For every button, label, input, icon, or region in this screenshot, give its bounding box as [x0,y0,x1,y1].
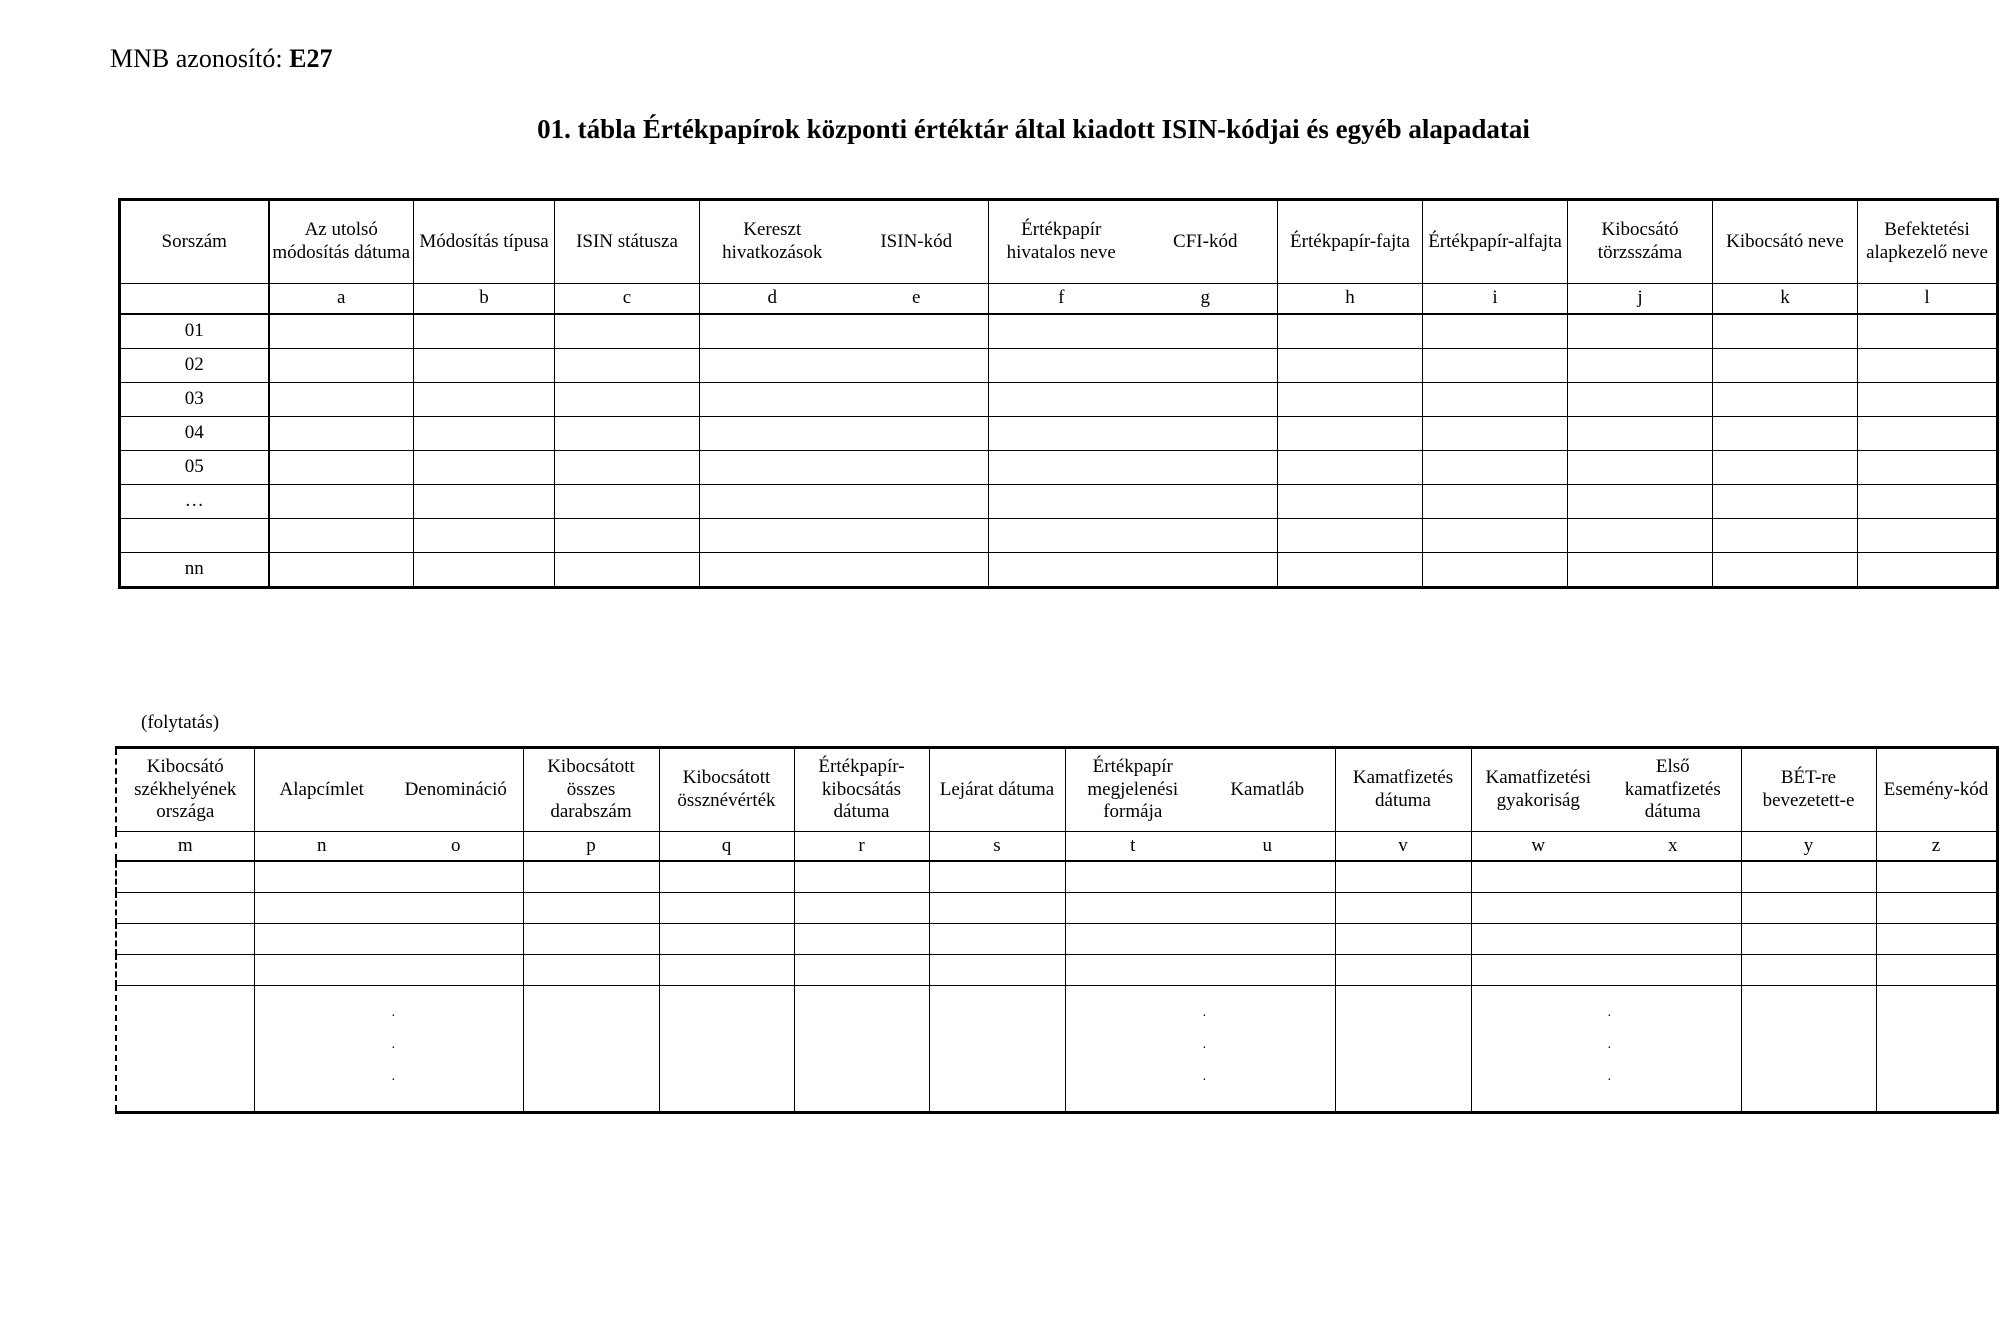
data-cell [1605,924,1741,955]
data-cell [1065,893,1200,924]
data-cell [929,861,1065,893]
header-cell: Alapcímlet [254,748,389,832]
data-cell [254,893,389,924]
data-cell [116,955,254,986]
header-cell: Módosítás típusa [414,200,555,284]
letter-cell: f [989,284,1134,315]
table-row [116,986,1997,1113]
data-cell [389,955,523,986]
data-cell [1335,924,1471,955]
data-cell [1134,553,1278,588]
letter-cell: k [1713,284,1858,315]
data-cell [794,861,929,893]
header-cell: Értékpapír-fajta [1278,200,1423,284]
data-cell [700,553,845,588]
data-cell [1423,519,1568,553]
header-cell: Kamatláb [1200,748,1335,832]
mnb-label: MNB azonosító: [110,44,290,73]
data-cell [989,349,1134,383]
row-number: 02 [120,349,269,383]
table-row [120,417,1998,451]
data-cell [794,893,929,924]
letter-cell: a [269,284,414,315]
header-cell: Esemény-kód [1876,748,1997,832]
ellipsis-marks: · · · [1607,1008,1612,1088]
header-cell: Értékpapír megjelenési formája [1065,748,1200,832]
letter-cell: u [1200,832,1335,862]
header-cell: Kamatfizetési gyakoriság [1471,748,1605,832]
continuation-table [115,746,1999,1114]
header-cell: CFI-kód [1134,200,1278,284]
data-cell [414,314,555,349]
letter-cell: p [523,832,659,862]
data-cell [1134,349,1278,383]
header-cell: Kamatfizetés dátuma [1335,748,1471,832]
table-row [120,519,1998,553]
data-cell [414,553,555,588]
data-cell [389,861,523,893]
data-cell [794,955,929,986]
header-cell: Értékpapír hivatalos neve [989,200,1134,284]
data-cell [700,485,845,519]
data-cell [523,986,659,1113]
table-row [116,861,1997,893]
data-cell [1335,986,1471,1113]
data-cell [845,417,989,451]
data-cell [1134,519,1278,553]
data-cell [555,519,700,553]
header-cell: Befektetési alapkezelő neve [1858,200,1998,284]
data-cell [414,485,555,519]
data-cell [1713,314,1858,349]
data-cell [523,924,659,955]
table-row [120,383,1998,417]
letter-cell: t [1065,832,1200,862]
row-number: nn [120,553,269,588]
table-row [116,893,1997,924]
header-cell: Lejárat dátuma [929,748,1065,832]
letter-cell: o [389,832,523,862]
data-cell [700,519,845,553]
data-cell [989,519,1134,553]
data-cell [1278,383,1423,417]
data-cell [1605,986,1741,1113]
data-cell [555,451,700,485]
table-row [120,349,1998,383]
data-cell [1423,383,1568,417]
data-cell [1605,861,1741,893]
data-cell [1134,451,1278,485]
letter-cell: q [659,832,794,862]
data-cell [523,893,659,924]
data-cell [1471,893,1605,924]
data-cell [389,924,523,955]
data-cell [794,924,929,955]
data-cell [1741,861,1876,893]
letter-cell: m [116,832,254,862]
data-cell [1876,893,1997,924]
data-cell [1134,314,1278,349]
data-cell [1858,349,1998,383]
data-cell [700,349,845,383]
data-cell [1423,349,1568,383]
data-cell [1858,519,1998,553]
data-cell [929,955,1065,986]
data-cell [989,383,1134,417]
data-cell [659,986,794,1113]
letter-cell [120,284,269,315]
letter-cell: e [845,284,989,315]
data-cell [269,314,414,349]
data-cell [1471,861,1605,893]
row-number [120,519,269,553]
data-cell [845,314,989,349]
data-cell [1741,955,1876,986]
data-cell [1423,417,1568,451]
data-cell [414,349,555,383]
letter-cell: n [254,832,389,862]
data-cell [116,924,254,955]
table-row [120,451,1998,485]
data-cell [845,383,989,417]
header-cell: Kibocsátott összes darabszám [523,748,659,832]
data-cell [555,383,700,417]
data-cell [929,986,1065,1113]
letter-cell: y [1741,832,1876,862]
data-cell [523,955,659,986]
data-cell [989,451,1134,485]
header-cell: Első kamatfizetés dátuma [1605,748,1741,832]
data-cell [845,451,989,485]
data-cell [1713,519,1858,553]
data-cell [1605,955,1741,986]
data-cell [1335,893,1471,924]
data-cell [269,451,414,485]
data-cell [1741,986,1876,1113]
table-row [120,314,1998,349]
data-cell [1278,519,1423,553]
data-cell [659,955,794,986]
header-cell: Kibocsátó neve [1713,200,1858,284]
letter-cell: j [1568,284,1713,315]
letter-cell: w [1471,832,1605,862]
data-cell [1858,451,1998,485]
data-cell [414,519,555,553]
header-cell: Kereszt hivatkozások [700,200,845,284]
data-cell [1200,986,1335,1113]
header-cell: Kibocsátó törzsszáma [1568,200,1713,284]
data-cell [555,553,700,588]
row-number: 01 [120,314,269,349]
data-cell [116,893,254,924]
data-cell [1713,383,1858,417]
data-cell [1335,861,1471,893]
data-cell [269,417,414,451]
data-cell [1278,417,1423,451]
data-cell [1713,417,1858,451]
data-cell [1200,924,1335,955]
data-cell [659,924,794,955]
mnb-code: E27 [289,44,333,73]
data-cell [269,553,414,588]
data-cell [659,861,794,893]
table-row [116,955,1997,986]
data-cell [555,349,700,383]
data-cell [1278,553,1423,588]
ellipsis-marks: · · · [1202,1008,1207,1088]
letter-cell: c [555,284,700,315]
page-title: 01. tábla Értékpapírok központi értéktár által kiadott ISIN-kódjai és egyéb alapadatai [537,114,1530,144]
letter-cell: z [1876,832,1997,862]
data-cell [1134,383,1278,417]
data-cell [269,485,414,519]
data-cell [989,314,1134,349]
data-cell [1568,314,1713,349]
main-table [118,198,1999,589]
header-cell: ISIN státusza [555,200,700,284]
data-cell [1713,451,1858,485]
data-cell [1423,451,1568,485]
data-cell [1858,314,1998,349]
data-cell [389,986,523,1113]
mnb-identifier [110,44,332,74]
data-cell [1278,451,1423,485]
data-cell [659,893,794,924]
data-cell [254,986,389,1113]
header-cell: Kibocsátott össznévérték [659,748,794,832]
data-cell [269,383,414,417]
data-cell [989,417,1134,451]
row-number: 05 [120,451,269,485]
data-cell [1713,349,1858,383]
data-cell [1423,553,1568,588]
data-cell [1741,924,1876,955]
data-cell [1741,893,1876,924]
row-number: … [120,485,269,519]
data-cell [1713,485,1858,519]
letter-cell: v [1335,832,1471,862]
data-cell [845,519,989,553]
data-cell [414,383,555,417]
data-cell [845,485,989,519]
data-cell [1065,861,1200,893]
data-cell [845,553,989,588]
data-cell [1568,451,1713,485]
data-cell [555,314,700,349]
data-cell [1568,417,1713,451]
data-cell [269,519,414,553]
data-cell [1471,955,1605,986]
ellipsis-marks: · · · [391,1008,396,1088]
data-cell [1858,485,1998,519]
data-cell [1568,519,1713,553]
data-cell [1134,485,1278,519]
header-cell: Kibocsátó székhelyének országa [116,748,254,832]
data-cell [1278,485,1423,519]
data-cell [1065,986,1200,1113]
data-cell [1605,893,1741,924]
data-cell [1065,924,1200,955]
data-cell [1278,349,1423,383]
data-cell [1876,955,1997,986]
data-cell [929,893,1065,924]
data-cell [929,924,1065,955]
letter-cell: s [929,832,1065,862]
data-cell [555,417,700,451]
data-cell [389,893,523,924]
header-cell: Értékpapír-alfajta [1423,200,1568,284]
header-cell: ISIN-kód [845,200,989,284]
header-cell: BÉT-re bevezetett-e [1741,748,1876,832]
letter-cell: g [1134,284,1278,315]
data-cell [1858,553,1998,588]
data-cell [1423,314,1568,349]
data-cell [116,861,254,893]
table-row [120,553,1998,588]
data-cell [1568,383,1713,417]
data-cell [1134,417,1278,451]
data-cell [845,349,989,383]
data-cell [254,861,389,893]
row-number: 03 [120,383,269,417]
data-cell [1876,986,1997,1113]
row-number: 04 [120,417,269,451]
letter-cell: h [1278,284,1423,315]
data-cell [1876,861,1997,893]
data-cell [1568,349,1713,383]
data-cell [1200,893,1335,924]
data-cell [700,314,845,349]
data-cell [1065,955,1200,986]
data-cell [1713,553,1858,588]
header-cell: Az utolsó módosítás dátuma [269,200,414,284]
continuation-label: (folytatás) [141,712,220,733]
data-cell [414,451,555,485]
data-cell [1858,417,1998,451]
data-cell [1423,485,1568,519]
data-cell [1200,861,1335,893]
header-cell: Denomináció [389,748,523,832]
data-cell [1471,924,1605,955]
header-cell: Értékpapír-kibocsátás dátuma [794,748,929,832]
data-cell [794,986,929,1113]
data-cell [1858,383,1998,417]
table-row [116,924,1997,955]
letter-cell: d [700,284,845,315]
data-cell [1568,485,1713,519]
letter-cell: x [1605,832,1741,862]
letter-cell: r [794,832,929,862]
data-cell [1335,955,1471,986]
data-cell [700,451,845,485]
header-cell: Sorszám [120,200,269,284]
data-cell [1200,955,1335,986]
data-cell [700,383,845,417]
data-cell [254,955,389,986]
table-row [120,485,1998,519]
data-cell [1568,553,1713,588]
data-cell [555,485,700,519]
data-cell [254,924,389,955]
data-cell [1278,314,1423,349]
data-cell [1876,924,1997,955]
data-cell [269,349,414,383]
letter-cell: i [1423,284,1568,315]
letter-cell: b [414,284,555,315]
letter-cell: l [1858,284,1998,315]
data-cell [116,986,254,1113]
data-cell [523,861,659,893]
data-cell [989,485,1134,519]
data-cell [700,417,845,451]
data-cell [989,553,1134,588]
data-cell [1471,986,1605,1113]
data-cell [414,417,555,451]
